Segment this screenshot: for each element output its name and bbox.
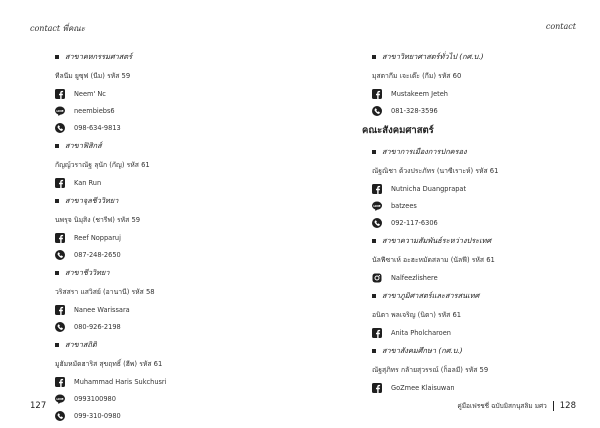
facebook-icon	[55, 89, 65, 99]
contact-value: Anita Pholcharoen	[391, 329, 451, 337]
contact-person: มุสตากีม เจะเต๊ะ (กีม) รหัส 60	[372, 72, 462, 80]
department-block	[372, 146, 587, 228]
contact-line	[372, 89, 587, 99]
contact-value: neembiebs6	[74, 107, 115, 115]
department-heading	[372, 51, 587, 63]
department-name: สาขาการเมืองการปกครอง	[382, 147, 467, 156]
contact-person: นัลฟีซาเห์ อะฮะหมัดสลาม (นัลฟี) รหัส 61	[372, 256, 495, 264]
contact-value: Mustakeem Jeteh	[391, 90, 448, 98]
page-footer	[457, 401, 576, 411]
bullet-square	[372, 55, 376, 59]
department-heading	[55, 140, 285, 152]
departments-bottom	[372, 146, 587, 393]
line-icon	[55, 394, 65, 404]
contact-value: Neem' Nc	[74, 90, 106, 98]
divider	[553, 401, 554, 411]
contact-line	[55, 123, 285, 133]
contact-line	[372, 218, 587, 228]
department-name: สาขาวิทยาศาสตร์ทั่วไป (กศ.บ.)	[382, 52, 484, 61]
department-heading	[55, 339, 285, 351]
contact-line	[55, 106, 285, 116]
contact-line	[372, 201, 587, 211]
contact-value: Muhammad Haris Sukchusri	[74, 378, 167, 386]
contact-person: นพรุจ นิมุสิง (ชารีฟ) รหัส 59	[55, 216, 141, 224]
facebook-icon	[372, 184, 382, 194]
bullet-square	[55, 343, 59, 347]
department-block	[372, 51, 587, 116]
contact-line	[372, 383, 587, 393]
phone-icon	[55, 411, 65, 421]
department-block	[55, 195, 285, 260]
bullet-square	[372, 294, 376, 298]
contact-value: batzees	[391, 202, 417, 210]
contact-line	[55, 377, 285, 387]
department-name: สาขาฟิสิกส์	[65, 141, 102, 150]
contact-line	[55, 305, 285, 315]
phone-icon	[372, 218, 382, 228]
contact-line	[372, 328, 587, 338]
department-block	[55, 140, 285, 188]
left-contact-list	[55, 44, 285, 428]
department-heading	[55, 195, 285, 207]
contact-person: ทีลนีม ยูซุฟ (นีม) รหัส 59	[55, 72, 131, 80]
contact-value: 081-328-3596	[391, 107, 438, 115]
department-heading	[372, 345, 587, 357]
svg-text:LINE: LINE	[56, 396, 64, 401]
contact-value: Nanee Warissara	[74, 306, 130, 314]
instagram-icon	[372, 273, 382, 283]
contact-person: ณัฐณิชา ด้วงประภัทร (นาซีเราะห์) รหัส 61	[372, 167, 499, 175]
left-page	[0, 0, 300, 425]
department-name: สาขาความสัมพันธ์ระหว่างประเทศ	[382, 236, 492, 245]
contact-value: 087-248-2650	[74, 251, 121, 259]
department-block	[372, 290, 587, 338]
contact-value: Reef Nopparuj	[74, 234, 121, 242]
phone-icon	[55, 322, 65, 332]
page-number: 128	[559, 401, 576, 411]
contact-value: GoZmee Klaisuwan	[391, 384, 455, 392]
facebook-icon	[372, 328, 382, 338]
phone-icon	[372, 106, 382, 116]
contact-line	[55, 250, 285, 260]
page-header: contact	[545, 22, 576, 31]
facebook-icon	[55, 178, 65, 188]
department-name: สาขาภูมิศาสตร์และสารสนเทศ	[382, 291, 480, 300]
faculty-title: คณะสังคมศาสตร์	[362, 125, 434, 136]
department-heading	[372, 146, 587, 158]
department-block	[55, 339, 285, 421]
department-block	[372, 235, 587, 283]
department-block	[55, 51, 285, 133]
contact-line	[372, 106, 587, 116]
bullet-square	[55, 199, 59, 203]
page-number: 127	[30, 401, 47, 411]
phone-icon	[55, 250, 65, 260]
contact-line	[55, 322, 285, 332]
department-name: สาขาชีววิทยา	[65, 268, 110, 277]
department-name: สาขาสถิติ	[65, 340, 97, 349]
bullet-square	[372, 239, 376, 243]
contact-value: Nalfeezlishere	[391, 274, 438, 282]
contact-value: Kan Run	[74, 179, 102, 187]
contact-line	[55, 233, 285, 243]
bullet-square	[372, 150, 376, 154]
page-header: contact พี่คณะ	[30, 24, 86, 33]
phone-icon	[55, 123, 65, 133]
contact-line	[55, 178, 285, 188]
book-title: คู่มือเฟรชชี่ ฉบับมิสกนุสลิม มศว	[457, 402, 547, 410]
department-block	[372, 345, 587, 393]
bullet-square	[372, 349, 376, 353]
contact-line	[372, 184, 587, 194]
facebook-icon	[372, 383, 382, 393]
departments-top	[372, 51, 587, 116]
department-name: สาขาจุลชีววิทยา	[65, 196, 119, 205]
bullet-square	[55, 271, 59, 275]
facebook-icon	[55, 377, 65, 387]
facebook-icon	[55, 233, 65, 243]
contact-person: วริสสรา แสวิสย์ (อานานี) รหัส 58	[55, 288, 155, 296]
contact-person: มูฮัมหมัดฮาริส สุขฤทธิ์ (ฮีพ) รหัส 61	[55, 360, 163, 368]
bullet-square	[55, 144, 59, 148]
contact-value: 092-117-6306	[391, 219, 438, 227]
contact-value: 099-310-0980	[74, 412, 121, 420]
contact-person: ณัฐสุภิทร กลัายสุวรรณ์ (ก็อลมี) รหัส 59	[372, 366, 489, 374]
department-name: สาขาสังคมศึกษา (กศ.บ.)	[382, 346, 463, 355]
facebook-icon	[55, 305, 65, 315]
contact-line	[55, 411, 285, 421]
contact-line	[55, 89, 285, 99]
svg-text:LINE: LINE	[56, 108, 64, 113]
right-contact-list	[362, 44, 587, 400]
contact-person: กัญญ์วราณัฐ ลุนัก (กัญ) รหัส 61	[55, 161, 150, 169]
contact-value: Nutnicha Duangprapat	[391, 185, 467, 193]
line-icon	[372, 201, 382, 211]
contact-value: 0993100980	[74, 395, 116, 403]
contact-line	[55, 394, 285, 404]
line-icon	[55, 106, 65, 116]
facebook-icon	[372, 89, 382, 99]
bullet-square	[55, 55, 59, 59]
department-block	[55, 267, 285, 332]
contact-line	[372, 273, 587, 283]
contact-value: 098-634-9813	[74, 124, 121, 132]
department-heading	[55, 267, 285, 279]
department-heading	[372, 235, 587, 247]
right-page	[300, 0, 600, 425]
department-name: สาขาคหกรรมศาสตร์	[65, 52, 133, 61]
department-heading	[372, 290, 587, 302]
svg-text:LINE: LINE	[373, 203, 381, 208]
contact-value: 080-926-2198	[74, 323, 121, 331]
department-heading	[55, 51, 285, 63]
contact-person: อนิตา พลเจริญ (นิตา) รหัส 61	[372, 311, 462, 319]
